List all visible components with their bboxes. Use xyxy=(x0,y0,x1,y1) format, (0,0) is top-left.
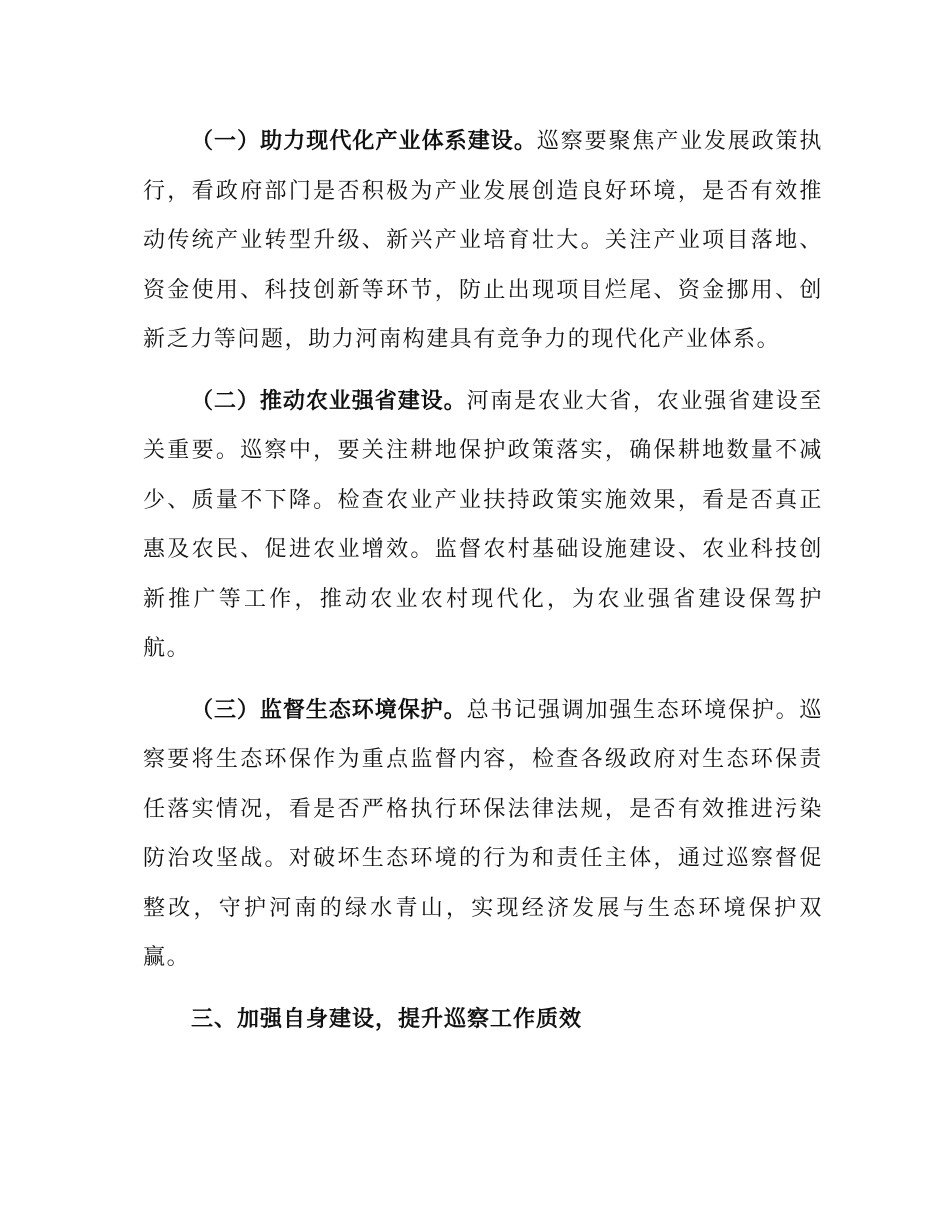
document-body xyxy=(143,117,823,1044)
paragraph-agriculture xyxy=(143,377,823,674)
paragraph-industry xyxy=(143,117,823,365)
paragraph-text: 河南是农业大省，农业强省建设至关重要。巡察中，要关注耕地保护政策落实，确保耕地数量不减少、质量不下降。检查农业产业扶持政策实施效果，看是否真正惠及农民、促进农业增效。监督农村基础设施建设、农业科技创新推广等工作，推动农业农村现代化，为农业强省建设保驾护航。 xyxy=(143,388,823,661)
section-heading: 三、加强自身建设，提升巡察工作质效 xyxy=(191,1006,583,1032)
paragraph-ecology xyxy=(143,686,823,983)
paragraph-text: 总书记强调加强生态环境保护。巡察要将生态环保作为重点监督内容，检查各级政府对生态环保责任落实情况，看是否严格执行环保法律法规，是否有效推进污染防治攻坚战。对破坏生态环境的行为和责任主体，通过巡察督促整改，守护河南的绿水青山，实现经济发展与生态环境保护双赢。 xyxy=(143,697,823,970)
paragraph-text: 巡察要聚焦产业发展政策执行，看政府部门是否积极为产业发展创造良好环境，是否有效推动传统产业转型升级、新兴产业培育壮大。关注产业项目落地、资金使用、科技创新等环节，防止出现项目烂尾、资金挪用、创新乏力等问题，助力河南构建具有竞争力的现代化产业体系。 xyxy=(143,129,823,352)
paragraph-heading: （三）监督生态环境保护。 xyxy=(191,697,467,723)
paragraph-heading: （二）推动农业强省建设。 xyxy=(191,388,467,414)
paragraph-heading: （一）助力现代化产业体系建设。 xyxy=(191,129,537,154)
